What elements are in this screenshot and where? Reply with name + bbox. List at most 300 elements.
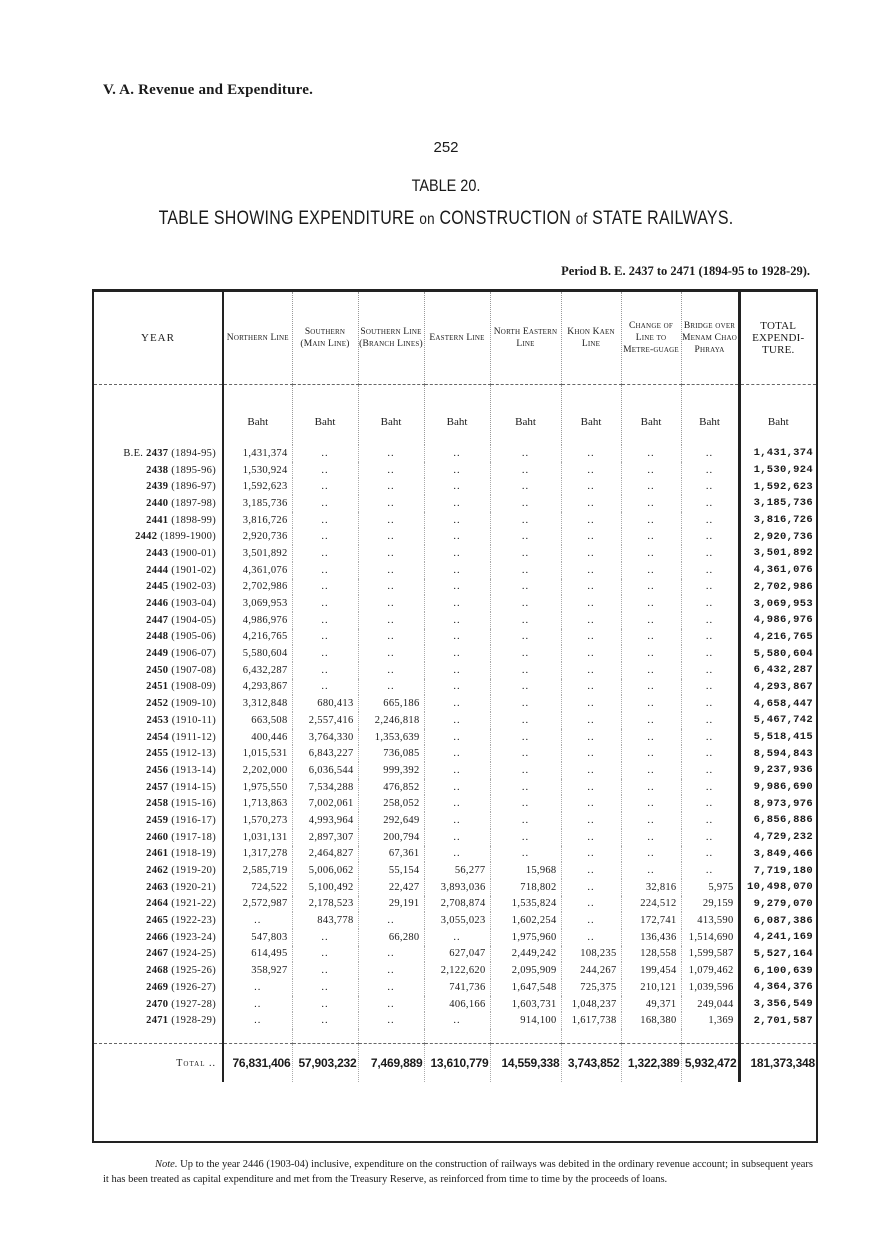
value-cell: .. [424, 445, 490, 462]
value-cell: .. [681, 846, 739, 863]
divider-cell [424, 1029, 490, 1044]
table-row [94, 745, 816, 762]
year-ad: (1903-04) [171, 598, 216, 610]
value-cell: 2,920,736 [223, 528, 292, 545]
value-cell: .. [490, 495, 561, 512]
value-cell: 4,986,976 [223, 612, 292, 629]
table-row [94, 795, 816, 812]
value-cell: .. [681, 629, 739, 646]
total-cell: 9,986,690 [739, 779, 816, 796]
value-cell: 2,702,986 [223, 579, 292, 596]
total-cell: 3,185,736 [739, 495, 816, 512]
column-total-cell: 7,469,889 [358, 1044, 424, 1083]
table-row [94, 478, 816, 495]
value-cell: .. [358, 629, 424, 646]
value-cell: .. [292, 478, 358, 495]
value-cell: .. [561, 712, 621, 729]
year-cell [94, 846, 223, 863]
expenditure-table [94, 292, 816, 1082]
value-cell: .. [621, 478, 681, 495]
value-cell: .. [561, 612, 621, 629]
value-cell: .. [621, 595, 681, 612]
value-cell: 2,464,827 [292, 846, 358, 863]
value-cell: .. [561, 912, 621, 929]
section-heading: V. A. Revenue and Expenditure. [103, 82, 314, 98]
value-cell: 1,603,731 [490, 996, 561, 1013]
value-cell: 1,535,824 [490, 896, 561, 913]
value-cell: .. [292, 512, 358, 529]
value-cell: .. [292, 462, 358, 479]
value-cell: .. [490, 528, 561, 545]
value-cell: .. [681, 562, 739, 579]
year-cell [94, 929, 223, 946]
year-ad: (1923-24) [171, 931, 216, 943]
year-ad: (1906-07) [171, 648, 216, 660]
year-ad: (1904-05) [171, 614, 216, 626]
divider-cell [223, 1029, 292, 1044]
value-cell: .. [561, 795, 621, 812]
value-cell: .. [292, 629, 358, 646]
value-cell: 224,512 [621, 896, 681, 913]
footnote-label: Note. [155, 1159, 178, 1170]
year-be: 2466 [146, 931, 169, 943]
column-header-khon-kaen: Khon Kaen Line [561, 292, 621, 385]
value-cell: .. [358, 962, 424, 979]
value-cell: .. [490, 729, 561, 746]
divider-cell [621, 1029, 681, 1044]
value-cell: .. [424, 795, 490, 812]
value-cell: 2,557,416 [292, 712, 358, 729]
header-row [94, 292, 816, 385]
value-cell: 3,069,953 [223, 595, 292, 612]
title-part: TABLE SHOWING EXPENDITURE [158, 208, 420, 229]
year-ad: (1921-22) [171, 898, 216, 910]
unit-cell: Baht [561, 385, 621, 446]
value-cell: 665,186 [358, 695, 424, 712]
total-cell: 3,069,953 [739, 595, 816, 612]
table-row [94, 629, 816, 646]
year-be: 2467 [146, 948, 169, 960]
table-row [94, 996, 816, 1013]
year-cell [94, 795, 223, 812]
unit-cell: Baht [424, 385, 490, 446]
value-cell: 128,558 [621, 946, 681, 963]
value-cell: .. [424, 579, 490, 596]
total-cell: 2,920,736 [739, 528, 816, 545]
year-be: 2442 [135, 531, 158, 543]
value-cell: 1,647,548 [490, 979, 561, 996]
value-cell: 914,100 [490, 1012, 561, 1029]
value-cell: .. [561, 662, 621, 679]
value-cell: 5,006,062 [292, 862, 358, 879]
year-be: 2461 [146, 848, 169, 860]
column-total-cell: 5,932,472 [681, 1044, 739, 1083]
table-row [94, 712, 816, 729]
value-cell: 258,052 [358, 795, 424, 812]
value-cell: 1,530,924 [223, 462, 292, 479]
footnote-text: Up to the year 2446 (1903-04) inclusive, expenditure on the construction of railways was debited in the ordinary revenue account; in subsequent years it has been treated as capital expenditure and met from the Treasury Reserve, as reinforced from time to time by the proceeds of loans. [103, 1159, 813, 1185]
year-be: 2469 [146, 981, 169, 993]
year-be: 2443 [146, 547, 169, 559]
total-cell: 10,498,070 [739, 879, 816, 896]
year-ad: (1910-11) [171, 714, 216, 726]
year-cell [94, 996, 223, 1013]
value-cell: 1,599,587 [681, 946, 739, 963]
total-cell: 5,527,164 [739, 946, 816, 963]
year-be: 2447 [146, 614, 169, 626]
year-ad: (1908-09) [171, 681, 216, 693]
year-ad: (1913-14) [171, 764, 216, 776]
value-cell: .. [621, 612, 681, 629]
value-cell: .. [681, 612, 739, 629]
total-cell: 7,719,180 [739, 862, 816, 879]
value-cell: .. [358, 462, 424, 479]
value-cell: .. [561, 812, 621, 829]
year-ad: (1912-13) [171, 748, 216, 760]
value-cell: .. [223, 912, 292, 929]
value-cell: 476,852 [358, 779, 424, 796]
year-cell [94, 679, 223, 696]
year-ad: (1900-01) [171, 547, 216, 559]
year-ad: (1920-21) [171, 881, 216, 893]
value-cell: .. [424, 762, 490, 779]
value-cell: 2,095,909 [490, 962, 561, 979]
value-cell: 4,361,076 [223, 562, 292, 579]
value-cell: 718,802 [490, 879, 561, 896]
year-be: 2462 [146, 865, 169, 877]
value-cell: .. [561, 562, 621, 579]
value-cell: 406,166 [424, 996, 490, 1013]
value-cell: 1,039,596 [681, 979, 739, 996]
column-header-year: YEAR [94, 292, 223, 385]
year-cell [94, 779, 223, 796]
value-cell: .. [424, 645, 490, 662]
value-cell: 2,122,620 [424, 962, 490, 979]
value-cell: .. [681, 812, 739, 829]
value-cell: .. [424, 695, 490, 712]
value-cell: .. [681, 829, 739, 846]
table-row [94, 896, 816, 913]
divider-cell [490, 1029, 561, 1044]
year-ad: (1901-02) [171, 564, 216, 576]
value-cell: .. [490, 762, 561, 779]
value-cell: .. [621, 729, 681, 746]
table-row [94, 762, 816, 779]
year-ad: (1922-23) [171, 915, 216, 927]
value-cell: .. [681, 462, 739, 479]
value-cell: .. [681, 478, 739, 495]
value-cell: 4,293,867 [223, 679, 292, 696]
column-total-cell: 1,322,389 [621, 1044, 681, 1083]
value-cell: .. [561, 645, 621, 662]
total-cell: 2,702,986 [739, 579, 816, 596]
value-cell: .. [681, 745, 739, 762]
total-cell: 4,293,867 [739, 679, 816, 696]
value-cell: 1,975,960 [490, 929, 561, 946]
value-cell: .. [681, 729, 739, 746]
divider-row [94, 1029, 816, 1044]
value-cell: .. [490, 462, 561, 479]
value-cell: .. [561, 779, 621, 796]
value-cell: .. [424, 712, 490, 729]
value-cell: .. [621, 562, 681, 579]
value-cell: .. [292, 929, 358, 946]
table-row [94, 579, 816, 596]
page-number: 252 [433, 139, 459, 156]
value-cell: .. [621, 712, 681, 729]
value-cell: .. [424, 562, 490, 579]
column-total-cell: 76,831,406 [223, 1044, 292, 1083]
total-cell: 6,087,386 [739, 912, 816, 929]
unit-cell [94, 385, 223, 446]
value-cell: 66,280 [358, 929, 424, 946]
value-cell: 210,121 [621, 979, 681, 996]
value-cell: .. [681, 795, 739, 812]
value-cell: 1,353,639 [358, 729, 424, 746]
value-cell: 136,436 [621, 929, 681, 946]
column-header-southern-main: Southern (Main Line) [292, 292, 358, 385]
unit-cell: Baht [621, 385, 681, 446]
year-cell [94, 462, 223, 479]
year-cell [94, 595, 223, 612]
year-ad: (1919-20) [171, 865, 216, 877]
column-total-cell: 3,743,852 [561, 1044, 621, 1083]
totals-row [94, 1044, 816, 1083]
table-row [94, 595, 816, 612]
total-cell: 4,729,232 [739, 829, 816, 846]
value-cell: 29,159 [681, 896, 739, 913]
value-cell: 2,449,242 [490, 946, 561, 963]
value-cell: .. [561, 929, 621, 946]
year-be: 2440 [146, 497, 169, 509]
total-cell: 8,973,976 [739, 795, 816, 812]
year-be: 2468 [146, 965, 169, 977]
value-cell: 1,602,254 [490, 912, 561, 929]
value-cell: 22,427 [358, 879, 424, 896]
value-cell: 244,267 [561, 962, 621, 979]
total-cell: 4,364,376 [739, 979, 816, 996]
value-cell: .. [358, 495, 424, 512]
value-cell: 32,816 [621, 879, 681, 896]
value-cell: .. [621, 512, 681, 529]
year-ad: (1896-97) [171, 481, 216, 493]
title-part: STATE RAILWAYS. [587, 208, 734, 229]
year-be: 2465 [146, 915, 169, 927]
value-cell: .. [490, 745, 561, 762]
value-cell: .. [681, 679, 739, 696]
value-cell: 6,036,544 [292, 762, 358, 779]
table-row [94, 495, 816, 512]
year-be: 2460 [146, 831, 169, 843]
value-cell: .. [292, 445, 358, 462]
value-cell: .. [681, 445, 739, 462]
total-cell: 9,237,936 [739, 762, 816, 779]
value-cell: .. [358, 445, 424, 462]
total-cell: 3,501,892 [739, 545, 816, 562]
year-cell [94, 712, 223, 729]
total-cell: 4,241,169 [739, 929, 816, 946]
total-cell: 6,856,886 [739, 812, 816, 829]
unit-cell: Baht [739, 385, 816, 446]
year-ad: (1927-28) [171, 998, 216, 1010]
year-ad: (1897-98) [171, 497, 216, 509]
value-cell: .. [358, 528, 424, 545]
value-cell: .. [490, 629, 561, 646]
year-cell [94, 645, 223, 662]
value-cell: 843,778 [292, 912, 358, 929]
title-part: CONSTRUCTION [434, 208, 576, 229]
value-cell: .. [424, 846, 490, 863]
value-cell: .. [292, 645, 358, 662]
value-cell: .. [292, 679, 358, 696]
value-cell: .. [621, 445, 681, 462]
value-cell: 2,708,874 [424, 896, 490, 913]
total-cell: 4,986,976 [739, 612, 816, 629]
value-cell: .. [292, 979, 358, 996]
table-row [94, 879, 816, 896]
total-label: Total .. [176, 1057, 216, 1069]
value-cell: 5,580,604 [223, 645, 292, 662]
table-title [71, 208, 820, 230]
value-cell: .. [490, 478, 561, 495]
year-cell [94, 528, 223, 545]
value-cell: 7,534,288 [292, 779, 358, 796]
value-cell: .. [490, 812, 561, 829]
value-cell: 2,572,987 [223, 896, 292, 913]
value-cell: .. [223, 1012, 292, 1029]
grand-total-cell: 181,373,348 [739, 1044, 816, 1083]
value-cell: .. [292, 662, 358, 679]
value-cell: .. [358, 1012, 424, 1029]
value-cell: .. [621, 662, 681, 679]
table-row [94, 662, 816, 679]
value-cell: .. [490, 645, 561, 662]
table-row [94, 512, 816, 529]
value-cell: .. [621, 795, 681, 812]
value-cell: 1,617,738 [561, 1012, 621, 1029]
total-cell: 5,518,415 [739, 729, 816, 746]
value-cell: .. [561, 495, 621, 512]
year-cell [94, 946, 223, 963]
value-cell: .. [424, 929, 490, 946]
value-cell: .. [424, 829, 490, 846]
value-cell: .. [424, 679, 490, 696]
value-cell: 3,893,036 [424, 879, 490, 896]
column-header-bridge: Bridge over Menam Chao Phraya [681, 292, 739, 385]
total-cell: 8,594,843 [739, 745, 816, 762]
total-cell: 2,701,587 [739, 1012, 816, 1029]
year-ad: (1926-27) [171, 981, 216, 993]
value-cell: 3,816,726 [223, 512, 292, 529]
table-row [94, 862, 816, 879]
year-cell [94, 962, 223, 979]
value-cell: .. [490, 779, 561, 796]
value-cell: .. [424, 812, 490, 829]
year-ad: (1907-08) [171, 664, 216, 676]
value-cell: .. [490, 612, 561, 629]
total-cell: 3,816,726 [739, 512, 816, 529]
value-cell: .. [490, 545, 561, 562]
year-cell [94, 729, 223, 746]
unit-cell: Baht [292, 385, 358, 446]
value-cell: .. [681, 545, 739, 562]
table-row [94, 679, 816, 696]
divider-cell [561, 1029, 621, 1044]
year-be: 2449 [146, 648, 169, 660]
unit-cell: Baht [223, 385, 292, 446]
value-cell: .. [424, 495, 490, 512]
value-cell: .. [358, 512, 424, 529]
year-ad: (1925-26) [171, 965, 216, 977]
column-header-eastern: Eastern Line [424, 292, 490, 385]
table-row [94, 846, 816, 863]
value-cell: .. [424, 512, 490, 529]
value-cell: .. [621, 695, 681, 712]
value-cell: .. [561, 579, 621, 596]
value-cell: .. [681, 495, 739, 512]
value-cell: .. [621, 862, 681, 879]
value-cell: 168,380 [621, 1012, 681, 1029]
value-cell: .. [621, 812, 681, 829]
value-cell: .. [358, 645, 424, 662]
year-cell [94, 495, 223, 512]
year-cell [94, 562, 223, 579]
year-be: 2471 [146, 1015, 169, 1027]
value-cell: 680,413 [292, 695, 358, 712]
value-cell: .. [490, 695, 561, 712]
value-cell: 4,993,964 [292, 812, 358, 829]
value-cell: .. [561, 896, 621, 913]
table-row [94, 729, 816, 746]
expenditure-table-container [92, 289, 818, 1143]
unit-cell: Baht [490, 385, 561, 446]
year-cell [94, 812, 223, 829]
value-cell: .. [292, 946, 358, 963]
year-be: 2438 [146, 464, 169, 476]
value-cell: .. [223, 979, 292, 996]
year-be: 2456 [146, 764, 169, 776]
value-cell: 1,975,550 [223, 779, 292, 796]
year-cell [94, 879, 223, 896]
year-cell [94, 745, 223, 762]
value-cell: .. [681, 645, 739, 662]
table-row [94, 929, 816, 946]
divider-cell [681, 1029, 739, 1044]
year-cell [94, 662, 223, 679]
year-cell [94, 695, 223, 712]
table-body [94, 385, 816, 1083]
table-row [94, 545, 816, 562]
year-ad: (1914-15) [171, 781, 216, 793]
year-cell [94, 912, 223, 929]
value-cell: 29,191 [358, 896, 424, 913]
year-cell [94, 629, 223, 646]
value-cell: .. [621, 629, 681, 646]
value-cell: .. [424, 545, 490, 562]
value-cell: .. [292, 562, 358, 579]
table-row [94, 1012, 816, 1029]
year-be: 2450 [146, 664, 169, 676]
value-cell: 3,501,892 [223, 545, 292, 562]
value-cell: .. [621, 545, 681, 562]
value-cell: .. [621, 679, 681, 696]
year-ad: (1899-1900) [160, 531, 216, 543]
column-header-southern-branch: Southern Line (Branch Lines) [358, 292, 424, 385]
value-cell: .. [561, 528, 621, 545]
year-cell [94, 612, 223, 629]
value-cell: .. [681, 862, 739, 879]
year-ad: (1894-95) [171, 447, 216, 459]
